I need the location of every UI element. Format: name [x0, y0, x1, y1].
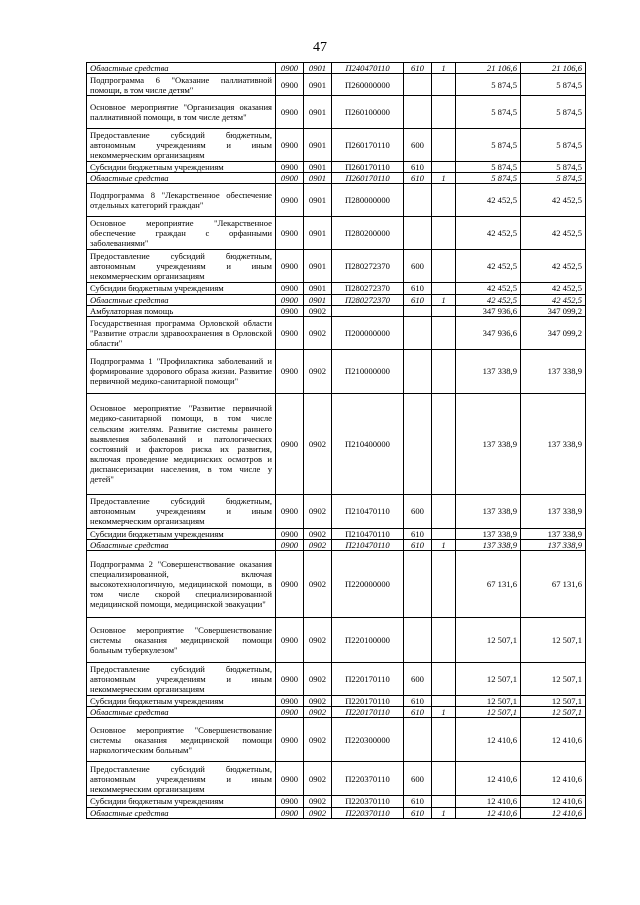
amount-year-2: 347 099,2	[521, 305, 586, 316]
amount-year-2: 5 874,5	[521, 129, 586, 162]
expense-type-code	[404, 217, 432, 250]
funding-source-code	[432, 393, 456, 494]
target-article-code: П220100000	[332, 618, 404, 663]
funding-source-code	[432, 528, 456, 539]
amount-year-1: 12 410,6	[456, 762, 521, 796]
ministry-code: 0900	[276, 316, 304, 349]
ministry-code: 0900	[276, 294, 304, 305]
target-article-code: П220170110	[332, 663, 404, 696]
amount-year-1: 21 106,6	[456, 63, 521, 74]
ministry-code: 0900	[276, 807, 304, 818]
target-article-code: П260170110	[332, 173, 404, 184]
section-code: 0902	[304, 494, 332, 528]
amount-year-2: 137 338,9	[521, 494, 586, 528]
row-name: Субсидии бюджетным учреждениям	[87, 528, 276, 539]
funding-source-code: 1	[432, 707, 456, 718]
funding-source-code	[432, 663, 456, 696]
section-code: 0901	[304, 184, 332, 217]
ministry-code: 0900	[276, 217, 304, 250]
row-name: Основное мероприятие "Лекарственное обеспечение граждан с орфанными заболеваниями"	[87, 217, 276, 250]
section-code: 0901	[304, 217, 332, 250]
expense-type-code: 600	[404, 762, 432, 796]
funding-source-code	[432, 74, 456, 96]
ministry-code: 0900	[276, 663, 304, 696]
row-name: Основное мероприятие "Совершенствование системы оказания медицинской помощи больным туберкулезом"	[87, 618, 276, 663]
section-code: 0901	[304, 173, 332, 184]
section-code: 0902	[304, 551, 332, 618]
amount-year-2: 12 507,1	[521, 618, 586, 663]
row-name: Предоставление субсидий бюджетным, автономным учреждениям и иным некоммерческим организациям	[87, 250, 276, 283]
amount-year-2: 42 452,5	[521, 250, 586, 283]
table-row	[87, 74, 586, 96]
amount-year-1: 42 452,5	[456, 250, 521, 283]
ministry-code: 0900	[276, 494, 304, 528]
section-code: 0902	[304, 539, 332, 550]
section-code: 0902	[304, 316, 332, 349]
funding-source-code	[432, 618, 456, 663]
amount-year-1: 12 507,1	[456, 618, 521, 663]
amount-year-1: 12 410,6	[456, 796, 521, 807]
target-article-code: П260170110	[332, 129, 404, 162]
table-row	[87, 305, 586, 316]
ministry-code: 0900	[276, 696, 304, 707]
amount-year-1: 347 936,6	[456, 305, 521, 316]
table-row	[87, 250, 586, 283]
target-article-code: П220370110	[332, 807, 404, 818]
amount-year-1: 67 131,6	[456, 551, 521, 618]
amount-year-1: 12 507,1	[456, 696, 521, 707]
expense-type-code	[404, 74, 432, 96]
table-row	[87, 283, 586, 294]
funding-source-code	[432, 162, 456, 173]
amount-year-2: 5 874,5	[521, 173, 586, 184]
amount-year-1: 137 338,9	[456, 528, 521, 539]
funding-source-code	[432, 316, 456, 349]
expense-type-code	[404, 305, 432, 316]
section-code: 0902	[304, 618, 332, 663]
target-article-code: П260000000	[332, 74, 404, 96]
amount-year-2: 5 874,5	[521, 74, 586, 96]
table-row	[87, 807, 586, 818]
amount-year-2: 5 874,5	[521, 162, 586, 173]
amount-year-2: 137 338,9	[521, 393, 586, 494]
amount-year-2: 12 410,6	[521, 718, 586, 762]
amount-year-2: 12 507,1	[521, 707, 586, 718]
target-article-code: П220000000	[332, 551, 404, 618]
target-article-code: П210000000	[332, 349, 404, 393]
funding-source-code	[432, 696, 456, 707]
amount-year-2: 21 106,6	[521, 63, 586, 74]
amount-year-1: 5 874,5	[456, 129, 521, 162]
section-code: 0901	[304, 162, 332, 173]
table-row	[87, 618, 586, 663]
amount-year-2: 42 452,5	[521, 184, 586, 217]
ministry-code: 0900	[276, 539, 304, 550]
expense-type-code: 610	[404, 173, 432, 184]
amount-year-1: 5 874,5	[456, 74, 521, 96]
row-name: Государственная программа Орловской области "Развитие отрасли здравоохранения в Орловской области"	[87, 316, 276, 349]
section-code: 0901	[304, 283, 332, 294]
section-code: 0902	[304, 707, 332, 718]
row-name: Предоставление субсидий бюджетным, автономным учреждениям и иным некоммерческим организациям	[87, 129, 276, 162]
row-name: Предоставление субсидий бюджетным, автономным учреждениям и иным некоммерческим организациям	[87, 494, 276, 528]
table-row	[87, 696, 586, 707]
expense-type-code: 610	[404, 283, 432, 294]
amount-year-1: 42 452,5	[456, 294, 521, 305]
target-article-code: П280000000	[332, 184, 404, 217]
ministry-code: 0900	[276, 129, 304, 162]
amount-year-1: 5 874,5	[456, 173, 521, 184]
expense-type-code	[404, 393, 432, 494]
ministry-code: 0900	[276, 718, 304, 762]
amount-year-1: 347 936,6	[456, 316, 521, 349]
target-article-code: П220170110	[332, 707, 404, 718]
target-article-code: П200000000	[332, 316, 404, 349]
funding-source-code: 1	[432, 807, 456, 818]
expense-type-code: 610	[404, 807, 432, 818]
page-number: 47	[313, 40, 327, 55]
section-code: 0902	[304, 718, 332, 762]
table-row	[87, 718, 586, 762]
amount-year-1: 5 874,5	[456, 162, 521, 173]
ministry-code: 0900	[276, 618, 304, 663]
expense-type-code: 610	[404, 294, 432, 305]
funding-source-code	[432, 305, 456, 316]
table-row	[87, 63, 586, 74]
table-row	[87, 528, 586, 539]
row-name: Подпрограмма 1 "Профилактика заболеваний и формирование здорового образа жизни. Развитие первичной медико-санитарной помощи"	[87, 349, 276, 393]
table-row	[87, 663, 586, 696]
funding-source-code: 1	[432, 294, 456, 305]
section-code: 0902	[304, 762, 332, 796]
ministry-code: 0900	[276, 707, 304, 718]
table-row	[87, 162, 586, 173]
funding-source-code: 1	[432, 539, 456, 550]
target-article-code: П280272370	[332, 250, 404, 283]
section-code: 0902	[304, 696, 332, 707]
expense-type-code	[404, 316, 432, 349]
row-name: Предоставление субсидий бюджетным, автономным учреждениям и иным некоммерческим организациям	[87, 663, 276, 696]
funding-source-code	[432, 129, 456, 162]
amount-year-2: 42 452,5	[521, 217, 586, 250]
table-row	[87, 294, 586, 305]
row-name: Субсидии бюджетным учреждениям	[87, 796, 276, 807]
expense-type-code: 600	[404, 494, 432, 528]
target-article-code: П260100000	[332, 96, 404, 129]
row-name: Областные средства	[87, 294, 276, 305]
target-article-code: П220300000	[332, 718, 404, 762]
ministry-code: 0900	[276, 63, 304, 74]
ministry-code: 0900	[276, 96, 304, 129]
budget-table	[86, 62, 586, 819]
table-row	[87, 762, 586, 796]
table-row	[87, 349, 586, 393]
target-article-code: П210470110	[332, 539, 404, 550]
funding-source-code	[432, 184, 456, 217]
funding-source-code: 1	[432, 63, 456, 74]
row-name: Субсидии бюджетным учреждениям	[87, 696, 276, 707]
section-code: 0901	[304, 96, 332, 129]
amount-year-1: 12 410,6	[456, 807, 521, 818]
row-name: Подпрограмма 6 "Оказание паллиативной помощи, в том числе детям"	[87, 74, 276, 96]
amount-year-1: 42 452,5	[456, 217, 521, 250]
amount-year-1: 12 410,6	[456, 718, 521, 762]
ministry-code: 0900	[276, 551, 304, 618]
funding-source-code	[432, 762, 456, 796]
target-article-code: П220370110	[332, 762, 404, 796]
funding-source-code	[432, 283, 456, 294]
amount-year-2: 12 410,6	[521, 762, 586, 796]
funding-source-code	[432, 494, 456, 528]
ministry-code: 0900	[276, 796, 304, 807]
table-row	[87, 173, 586, 184]
expense-type-code: 610	[404, 707, 432, 718]
row-name: Основное мероприятие "Организация оказания паллиативной помощи, в том числе детям"	[87, 96, 276, 129]
funding-source-code	[432, 551, 456, 618]
section-code: 0901	[304, 74, 332, 96]
amount-year-1: 137 338,9	[456, 539, 521, 550]
expense-type-code: 610	[404, 696, 432, 707]
amount-year-1: 42 452,5	[456, 184, 521, 217]
row-name: Амбулаторная помощь	[87, 305, 276, 316]
amount-year-2: 42 452,5	[521, 294, 586, 305]
expense-type-code: 600	[404, 129, 432, 162]
amount-year-2: 137 338,9	[521, 349, 586, 393]
ministry-code: 0900	[276, 305, 304, 316]
expense-type-code	[404, 96, 432, 129]
section-code: 0902	[304, 807, 332, 818]
section-code: 0901	[304, 63, 332, 74]
ministry-code: 0900	[276, 349, 304, 393]
ministry-code: 0900	[276, 184, 304, 217]
amount-year-2: 12 410,6	[521, 796, 586, 807]
funding-source-code	[432, 250, 456, 283]
section-code: 0902	[304, 528, 332, 539]
amount-year-1: 137 338,9	[456, 349, 521, 393]
table-row	[87, 494, 586, 528]
row-name: Областные средства	[87, 173, 276, 184]
table-row	[87, 129, 586, 162]
target-article-code: П210470110	[332, 494, 404, 528]
table-row	[87, 316, 586, 349]
target-article-code: П240470110	[332, 63, 404, 74]
table-row	[87, 539, 586, 550]
amount-year-1: 12 507,1	[456, 707, 521, 718]
ministry-code: 0900	[276, 250, 304, 283]
budget-table-body	[87, 63, 586, 819]
ministry-code: 0900	[276, 173, 304, 184]
section-code: 0902	[304, 349, 332, 393]
amount-year-1: 137 338,9	[456, 494, 521, 528]
table-row	[87, 707, 586, 718]
amount-year-2: 12 410,6	[521, 807, 586, 818]
ministry-code: 0900	[276, 162, 304, 173]
ministry-code: 0900	[276, 528, 304, 539]
section-code: 0902	[304, 393, 332, 494]
ministry-code: 0900	[276, 74, 304, 96]
row-name: Областные средства	[87, 707, 276, 718]
target-article-code: П280272370	[332, 283, 404, 294]
target-article-code	[332, 305, 404, 316]
amount-year-2: 67 131,6	[521, 551, 586, 618]
amount-year-2: 12 507,1	[521, 696, 586, 707]
ministry-code: 0900	[276, 393, 304, 494]
expense-type-code: 610	[404, 162, 432, 173]
target-article-code: П260170110	[332, 162, 404, 173]
amount-year-1: 137 338,9	[456, 393, 521, 494]
section-code: 0901	[304, 250, 332, 283]
ministry-code: 0900	[276, 283, 304, 294]
row-name: Субсидии бюджетным учреждениям	[87, 283, 276, 294]
section-code: 0902	[304, 663, 332, 696]
section-code: 0901	[304, 129, 332, 162]
funding-source-code	[432, 796, 456, 807]
amount-year-2: 137 338,9	[521, 528, 586, 539]
expense-type-code	[404, 718, 432, 762]
expense-type-code	[404, 618, 432, 663]
amount-year-1: 5 874,5	[456, 96, 521, 129]
section-code: 0902	[304, 305, 332, 316]
target-article-code: П210470110	[332, 528, 404, 539]
funding-source-code	[432, 96, 456, 129]
row-name: Подпрограмма 2 "Совершенствование оказания специализированной, включая высокотехнологичную, медицинской помощи, в том числе скорой специализированной медицинской помощи, медицинской эвакуации"	[87, 551, 276, 618]
amount-year-2: 347 099,2	[521, 316, 586, 349]
row-name: Основное мероприятие "Совершенствование системы оказания медицинской помощи наркологическим больным"	[87, 718, 276, 762]
expense-type-code	[404, 551, 432, 618]
amount-year-1: 42 452,5	[456, 283, 521, 294]
row-name: Областные средства	[87, 539, 276, 550]
amount-year-2: 137 338,9	[521, 539, 586, 550]
amount-year-2: 12 507,1	[521, 663, 586, 696]
table-row	[87, 393, 586, 494]
amount-year-2: 5 874,5	[521, 96, 586, 129]
funding-source-code	[432, 217, 456, 250]
expense-type-code: 610	[404, 539, 432, 550]
row-name: Субсидии бюджетным учреждениям	[87, 162, 276, 173]
row-name: Подпрограмма 8 "Лекарственное обеспечение отдельных категорий граждан"	[87, 184, 276, 217]
expense-type-code: 600	[404, 663, 432, 696]
row-name: Областные средства	[87, 63, 276, 74]
table-row	[87, 184, 586, 217]
amount-year-2: 42 452,5	[521, 283, 586, 294]
target-article-code: П210400000	[332, 393, 404, 494]
target-article-code: П220370110	[332, 796, 404, 807]
funding-source-code	[432, 349, 456, 393]
table-row	[87, 796, 586, 807]
expense-type-code: 610	[404, 528, 432, 539]
target-article-code: П280200000	[332, 217, 404, 250]
expense-type-code: 610	[404, 796, 432, 807]
row-name: Основное мероприятие "Развитие первичной медико-санитарной помощи, в том числе сельским жителям. Развитие системы раннего выявления заболеваний и патологических состояний и факторов риска их развития, включая проведение медицинских осмотров и диспансеризации населения, в том числе у детей"	[87, 393, 276, 494]
target-article-code: П220170110	[332, 696, 404, 707]
expense-type-code	[404, 349, 432, 393]
section-code: 0902	[304, 796, 332, 807]
funding-source-code: 1	[432, 173, 456, 184]
table-row	[87, 217, 586, 250]
row-name: Предоставление субсидий бюджетным, автономным учреждениям и иным некоммерческим организациям	[87, 762, 276, 796]
expense-type-code	[404, 184, 432, 217]
target-article-code: П280272370	[332, 294, 404, 305]
row-name: Областные средства	[87, 807, 276, 818]
amount-year-1: 12 507,1	[456, 663, 521, 696]
ministry-code: 0900	[276, 762, 304, 796]
expense-type-code: 600	[404, 250, 432, 283]
table-row	[87, 551, 586, 618]
table-row	[87, 96, 586, 129]
funding-source-code	[432, 718, 456, 762]
section-code: 0901	[304, 294, 332, 305]
expense-type-code: 610	[404, 63, 432, 74]
